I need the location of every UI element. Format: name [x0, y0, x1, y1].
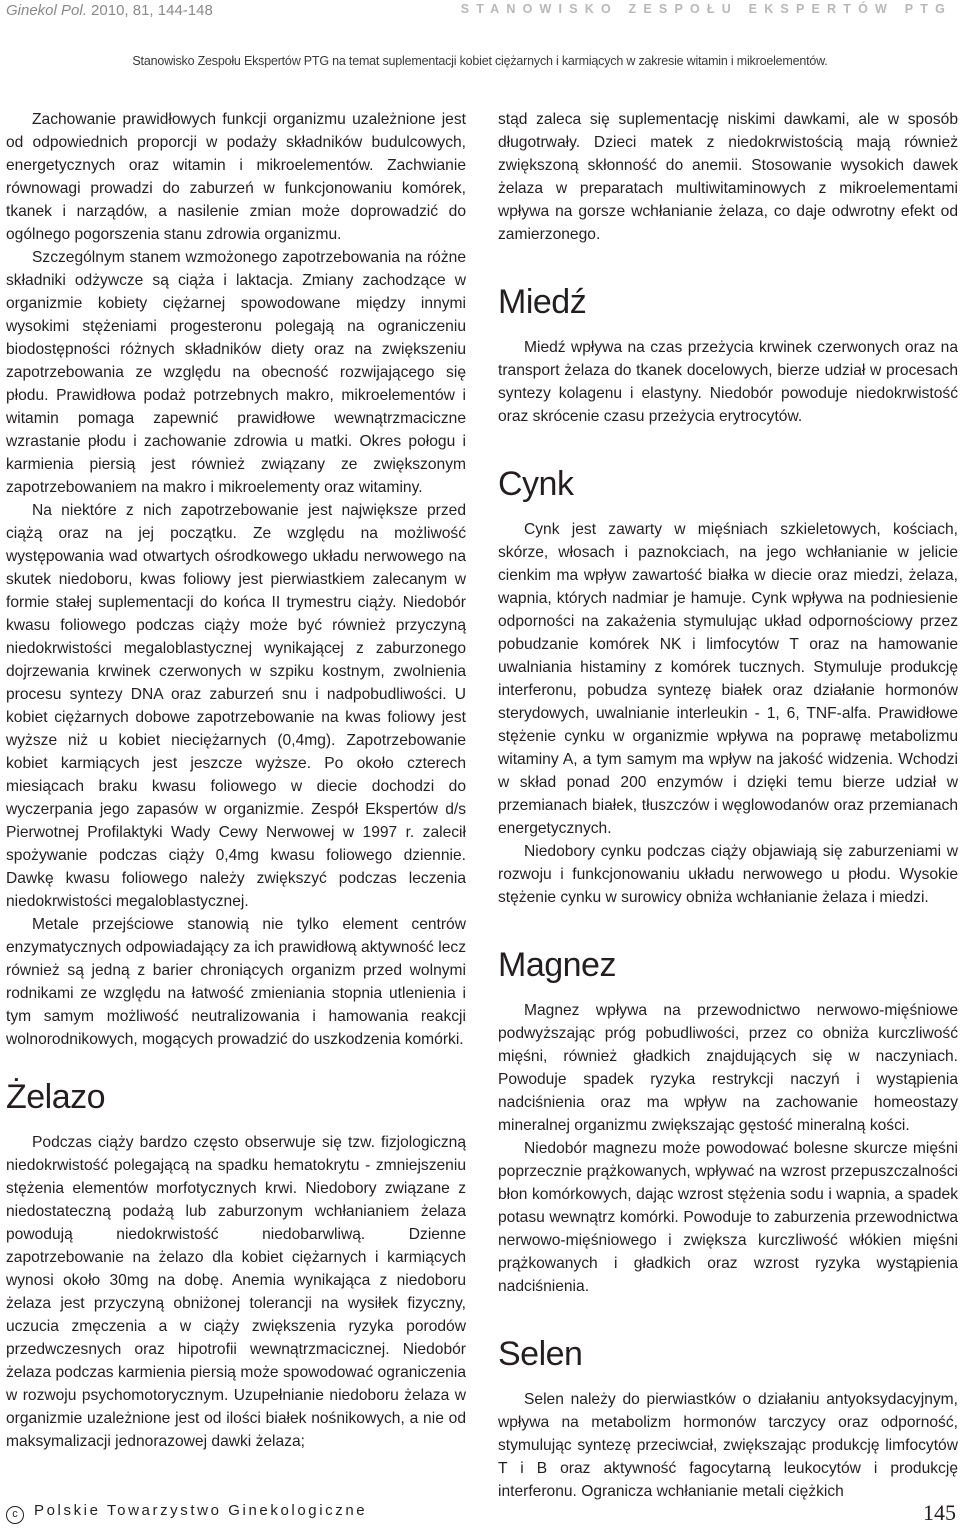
journal-name: Ginekol Pol. [6, 2, 87, 19]
folic-acid-paragraph: Na niektóre z nich zapotrzebowanie jest największe przed ciążą oraz na jej początku. Ze względu na możliwość występowania wad otwartych ośrodkowego układu nerwowego na skutek niedoboru, kwas foliowy jest pierwiastkiem zalecanym w formie stałej suplementacji do końca II trymestru ciąży. Niedobór kwasu foliowego podczas ciąży może być również przyczyną niedokrwistości megaloblastycznej wynikającej z zaburzonego dojrzewania krwinek czerwonych w szpiku kostnym, zwolnienia procesu syntezy DNA oraz zaburzeń snu i nadpobudliwości. U kobiet ciężarnych dobowe zapotrzebowanie na kwas foliowy jest wyższe niż u kobiet nieciężarnych (0,4mg). Zapotrzebowanie kobiet karmiących jest jeszcze wyższe. Po około czterech miesiącach braku kwasu foliowego w diecie dochodzi do wyczerpania jego zapasów w organizmie. Zespół Ekspertów d/s Pierwotnej Profilaktyki Wady Cewy Nerwowej w 1997 r. zalecił spożywanie podczas ciąży 0,4mg kwasu foliowego dziennie. Dawkę kwasu foliowego należy zwiększyć podczas leczenia niedokrwistości megaloblastycznej. [6, 502, 466, 910]
iron-continued-paragraph: stąd zaleca się suplementację niskimi dawkami, ale w sposób długotrwały. Dzieci matek z niedokrwistością mają również zwiększoną skłonność do anemii. Stosowanie wysokich dawek żelaza w preparatach multiwitaminowych z mikroelementami wpływa na gorsze wchłanianie żelaza, co daje odwrotny efekt od zamierzonego. [498, 111, 958, 243]
section-heading-zelazo: Żelazo [6, 1078, 106, 1116]
section-heading-cynk: Cynk [498, 465, 574, 503]
intro-paragraph: Zachowanie prawidłowych funkcji organizmu uzależnione jest od odpowiednich proporcji w podaży składników budulcowych, energetycznych oraz witamin i mikroelementów. Zachwianie równowagi prowadzi do zaburzeń w funkcjonowaniu komórek, tkanek i narządów, a nasilenie zmian może doprowadzić do ogólnego pogorszenia stanu zdrowia organizmu. [6, 111, 466, 243]
page-number: 145 [923, 1500, 956, 1525]
iron-paragraph: Podczas ciąży bardzo często obserwuje się tzw. fizjologiczną niedokrwistość polegającą na spadku hematokrytu - zmniejszeniu stężenia elementów morfotycznych krwi. Niedobory związane z niedostateczną podażą lub zaburzonym wchłanianiem żelaza powodują niedokrwistość niedobarwliwą. Dzienne zapotrzebowanie na żelazo dla kobiet ciężarnych i karmiących wynosi około 30mg na dobę. Anemia wynikająca z niedoboru żelaza jest przyczyną obniżonej tolerancji na wysiłek fizyczny, uczucia zmęczenia a w ciąży zwiększenia ryzyka porodów przedwczesnych oraz hipotrofii wewnątrzmacicznej. Niedobór żelaza podczas karmienia piersią może spowodować ograniczenia w rozwoju psychomotorycznym. Uzupełnianie niedoboru żelaza w organizmie uzależnione jest od ilości białek nośnikowych, a nie od maksymalizacji jednorazowej dawki żelaza; [6, 1134, 466, 1450]
journal-citation: 2010, 81, 144-148 [86, 2, 213, 19]
section-heading-miedz: Miedź [498, 283, 587, 321]
footer-society [6, 1502, 367, 1524]
right-column [498, 108, 958, 1503]
magnesium-paragraph: Magnez wpływa na przewodnictwo nerwowo-mięśniowe podwyższając próg pobudliwości, przez co obniża kurczliwość mięśni, również gładkich znajdujących się w naczyniach. Powoduje spadek ryzyka restrykcji naczyń i wystąpienia nadciśnienia oraz ma wpływ na zachowanie homeostazy mineralnej organizmu zwiększając gęstość mineralną kości. [498, 1002, 958, 1134]
transition-metals-paragraph: Metale przejściowe stanowią nie tylko element centrów enzymatycznych odpowiadający za ich prawidłową aktywność lecz również są jedną z barier chroniących organizm przed wolnymi rodnikami ze względu na łatwość zmieniania stopnia utlenienia i tym samym możliwość neutralizowania i hamowania reakcji wolnorodnikowych, mogących prowadzić do uszkodzenia komórki. [6, 916, 466, 1048]
zinc-deficiency-paragraph: Niedobory cynku podczas ciąży objawiają się zaburzeniami w rozwoju i funkcjonowaniu układu nerwowego u płodu. Wysokie stężenie cynku w surowicy obniża wchłanianie żelaza i miedzi. [498, 843, 958, 906]
zinc-paragraph: Cynk jest zawarty w mięśniach szkieletowych, kościach, skórze, włosach i paznokciach, na jego wchłanianie w jelicie cienkim ma wpływ zawartość białka w diecie oraz miedzi, żelaza, wapnia, których nadmiar je hamuje. Cynk wpływa na podniesienie odporności na zakażenia stymulując układ odpornościowy przez pobudzanie komórek NK i limfocytów T oraz na hamowanie uwalniania histaminy z komórek tucznych. Stymuluje produkcję interferonu, pobudza syntezę białek oraz działanie hormonów sterydowych, uwalnianie interleukin - 1, 6, TNF-alfa. Prawidłowe stężenie cynku w organizmie wpływa na poprawę metabolizmu witaminy A, a tym samym ma wpływ na jakość widzenia. Wchodzi w skład ponad 200 enzymów i dzięki temu bierze udział w przemianach białek, tłuszczów i węglowodanów oraz przemianach energetycznych. [498, 521, 958, 837]
pregnancy-paragraph: Szczególnym stanem wzmożonego zapotrzebowania na różne składniki odżywcze są ciąża i laktacja. Zmiany zachodzące w organizmie kobiety ciężarnej spowodowane między innymi wysokimi stężeniami progesteronu polegają na ograniczeniu biodostępności różnych składników diety oraz na zwiększeniu zapotrzebowania ze względu na obecność rozwijającego się płodu. Prawidłowa podaż potrzebnych makro, mikroelementów i witamin pomaga zapewnić prawidłowe wewnątrzmaciczne wzrastanie płodu i zachowanie zdrowia u matki. Okres połogu i karmienia piersią jest również związany ze zwiększonym zapotrzebowaniem na makro i mikroelementy oraz witaminy. [6, 249, 466, 496]
copyright-icon: c [6, 1506, 24, 1524]
running-header-section: STANOWISKO ZESPOŁU EKSPERTÓW PTG [460, 2, 952, 16]
running-header-citation [6, 2, 213, 19]
copper-paragraph: Miedź wpływa na czas przeżycia krwinek czerwonych oraz na transport żelaza do tkanek docelowych, bierze udział w procesach syntezy kolagenu i elastyny. Niedobór powoduje niedokrwistość oraz skrócenie czasu przeżycia erytrocytów. [498, 339, 958, 425]
left-column [6, 108, 466, 1453]
magnesium-deficiency-paragraph: Niedobór magnezu może powodować bolesne skurcze mięśni poprzecznie prążkowanych, wpływać na wzrost przepuszczalności błon komórkowych, dając wzrost stężenia sodu i wapnia, a spadek potasu wewnątrz komórki. Powoduje to zaburzenia przewodnictwa nerwowo-mięśniowego i zwiększa kurczliwość włókien mięśni prążkowanych i gładkich oraz wzrost ryzyka wystąpienia nadciśnienia. [498, 1140, 958, 1295]
article-subtitle: Stanowisko Zespołu Ekspertów PTG na temat suplementacji kobiet ciężarnych i karmiących w zakresie witamin i mikroelementów. [132, 54, 828, 68]
selenium-paragraph: Selen należy do pierwiastków o działaniu antyoksydacyjnym, wpływa na metabolizm hormonów tarczycy oraz odporność, stymulując syntezę przeciwciał, zwiększając produkcję limfocytów T i B oraz aktywność fagocytarną leukocytów i produkcję interferonu. Ogranicza wchłanianie metali ciężkich [498, 1391, 958, 1500]
section-heading-selen: Selen [498, 1335, 583, 1373]
society-name: Polskie Towarzystwo Ginekologiczne [34, 1502, 368, 1519]
section-heading-magnez: Magnez [498, 946, 616, 984]
